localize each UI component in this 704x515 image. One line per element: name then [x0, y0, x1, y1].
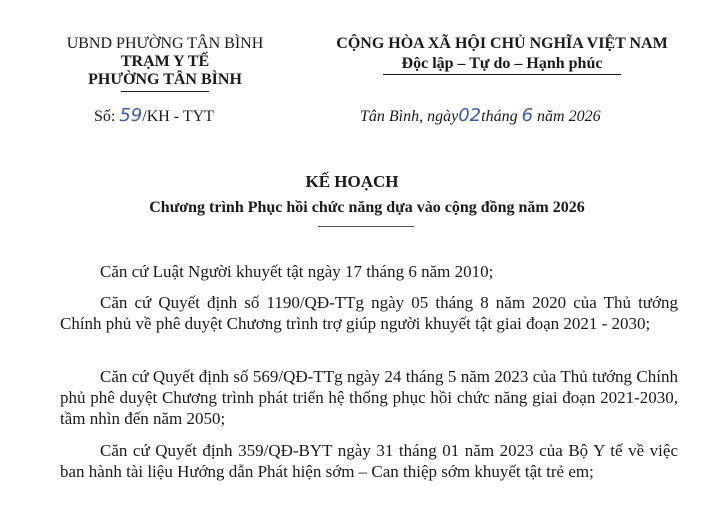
agency-name: TRẠM Y TẾ	[120, 53, 210, 70]
paragraph-legal-basis-1: Căn cứ Luật Người khuyết tật ngày 17 tháng 6 năm 2010;	[100, 262, 494, 281]
document-subtitle: Chương trình Phục hồi chức năng dựa vào cộng đồng năm 2026	[149, 199, 585, 216]
motto-underline	[383, 74, 621, 75]
paragraph-legal-basis-4: Căn cứ Quyết định 359/QĐ-BYT ngày 31 tháng 01 năm 2023 của Bộ Y tế về việc ban hành tài liệu Hướng dẫn Phát hiện sớm – Can thiệp sớm khuyết tật trẻ em;	[60, 441, 678, 481]
document-title: KẾ HOẠCH	[305, 172, 399, 191]
date-day-handwritten: 02	[458, 105, 482, 126]
paragraph-legal-basis-3: Căn cứ Quyết định số 569/QĐ-TTg ngày 24 tháng 5 năm 2023 của Thủ tướng Chính phủ phê duyệt Chương trình phát triển hệ thống phục hồi chức năng giai đoạn 2021-2030, tầm nhìn đến năm 2050;	[60, 367, 678, 428]
date-month-handwritten: 6	[521, 105, 534, 126]
date-mid: tháng	[481, 108, 518, 125]
doc-number-handwritten: 59	[119, 105, 143, 126]
document-number	[94, 106, 214, 126]
title-underline	[318, 226, 414, 227]
paragraph-legal-basis-2: Căn cứ Quyết định số 1190/QĐ-TTg ngày 05 tháng 8 năm 2020 của Thủ tướng Chính phủ về phê duyệt Chương trình trợ giúp người khuyết tật giai đoạn 2021 - 2030;	[60, 293, 678, 333]
date-suffix: năm 2026	[537, 108, 601, 125]
agency-parent: UBND PHƯỜNG TÂN BÌNH	[66, 35, 264, 52]
issue-date	[360, 106, 601, 126]
national-motto: Độc lập – Tự do – Hạnh phúc	[401, 55, 603, 72]
date-prefix: Tân Bình, ngày	[360, 108, 459, 125]
agency-ward: PHƯỜNG TÂN BÌNH	[88, 71, 242, 88]
doc-number-prefix: Số:	[94, 108, 116, 125]
agency-underline	[121, 91, 209, 92]
national-title: CỘNG HÒA XÃ HỘI CHỦ NGHĨA VIỆT NAM	[336, 35, 668, 52]
doc-number-suffix: /KH - TYT	[142, 108, 214, 125]
